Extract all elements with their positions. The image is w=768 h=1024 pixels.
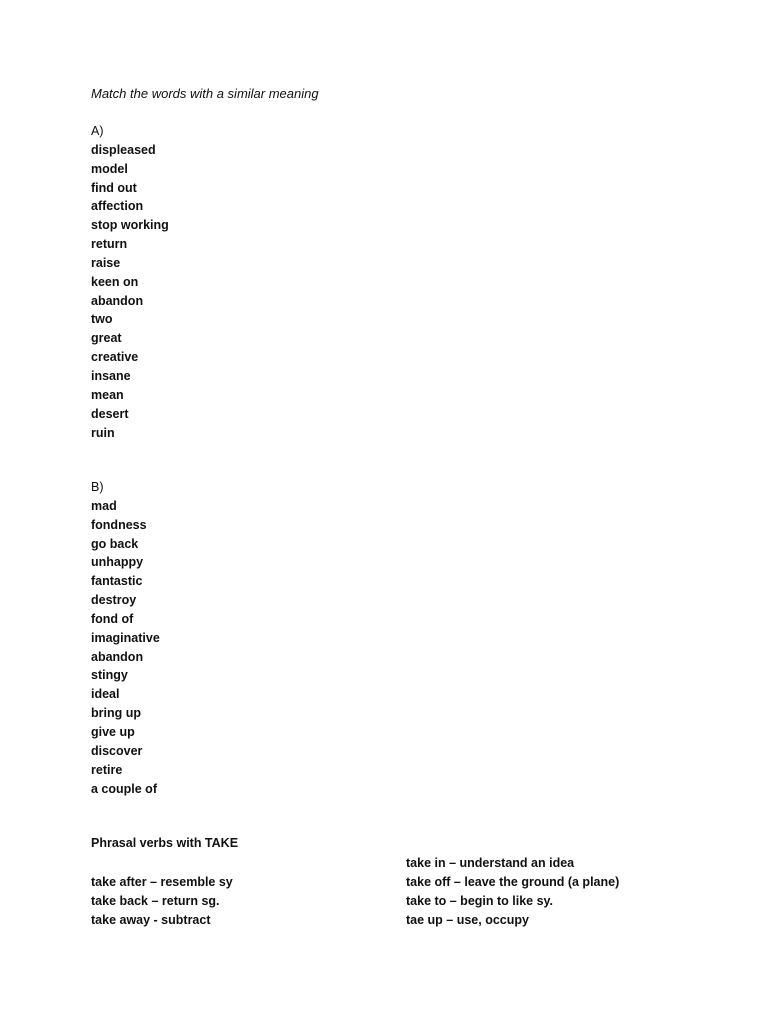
list-item: fond of — [91, 611, 134, 626]
phrasal-item: take back – return sg. — [91, 893, 220, 908]
list-item: bring up — [91, 706, 141, 721]
list-item: destroy — [91, 593, 137, 608]
section-a-label: A) — [91, 124, 104, 138]
list-item: go back — [91, 536, 139, 551]
list-item: ideal — [91, 687, 120, 702]
section-a — [91, 122, 169, 442]
phrasal-heading: Phrasal verbs with TAKE — [91, 836, 239, 850]
phrasal-item: take off – leave the ground (a plane) — [406, 874, 620, 889]
list-item: raise — [91, 255, 121, 270]
instruction: Match the words with a similar meaning — [91, 86, 319, 101]
list-item: affection — [91, 199, 144, 214]
list-item: imaginative — [91, 630, 160, 645]
list-item: find out — [91, 180, 137, 195]
list-item: creative — [91, 350, 139, 365]
phrasal-item: take in – understand an idea — [406, 856, 575, 870]
list-item: two — [91, 312, 113, 327]
list-item: model — [91, 161, 128, 176]
phrasal-item: tae up – use, occupy — [406, 912, 529, 927]
list-item: mad — [91, 498, 117, 513]
section-b — [91, 478, 160, 798]
list-item: fondness — [91, 517, 147, 532]
list-item: fantastic — [91, 574, 143, 589]
list-item: abandon — [91, 649, 144, 664]
phrasal-item: take after – resemble sy — [91, 875, 233, 889]
list-item: insane — [91, 368, 131, 383]
list-item: a couple of — [91, 781, 157, 796]
phrasal-item: take away - subtract — [91, 912, 211, 927]
list-item: retire — [91, 762, 123, 777]
phrasal-left-column — [91, 873, 233, 930]
list-item: unhappy — [91, 555, 144, 570]
list-item: desert — [91, 406, 129, 421]
list-item: mean — [91, 387, 124, 402]
list-item: abandon — [91, 293, 144, 308]
list-item: ruin — [91, 425, 115, 440]
list-item: stingy — [91, 668, 128, 683]
list-item: keen on — [91, 274, 139, 289]
phrasal-item: take to – begin to like sy. — [406, 893, 554, 908]
list-item: displeased — [91, 142, 156, 157]
section-b-label: B) — [91, 480, 104, 494]
list-item: stop working — [91, 218, 169, 233]
list-item: give up — [91, 724, 135, 739]
list-item: discover — [91, 743, 143, 758]
list-item: return — [91, 237, 128, 252]
phrasal-right-column — [406, 854, 619, 929]
list-item: great — [91, 331, 122, 346]
